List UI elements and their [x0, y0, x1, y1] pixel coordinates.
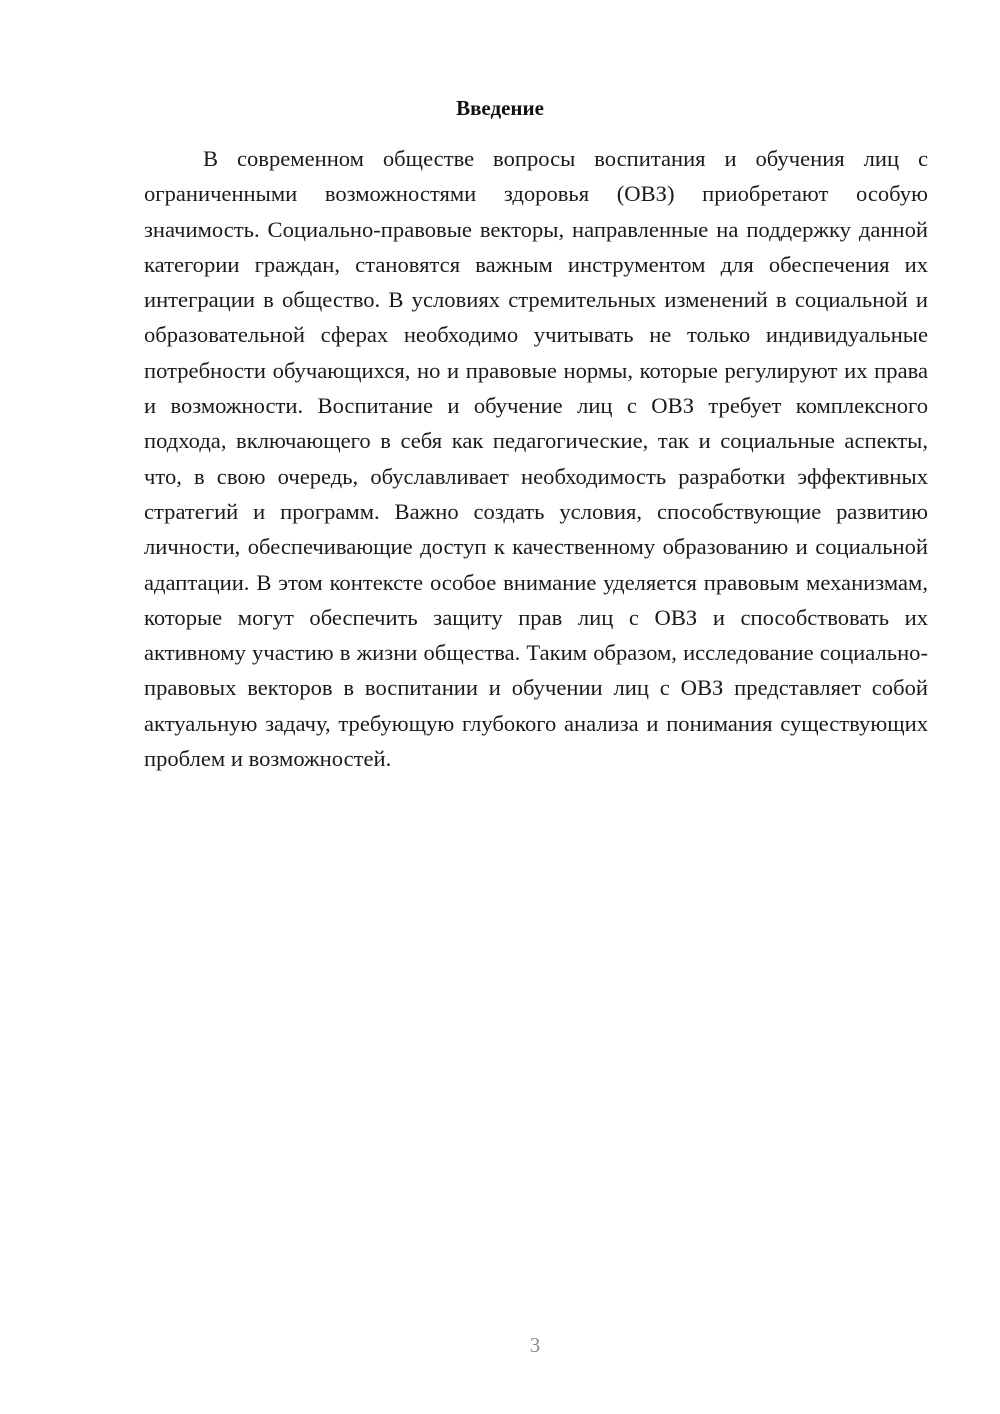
page-number: 3: [529, 1333, 541, 1357]
section-heading: Введение: [456, 96, 544, 120]
body-paragraph: В современном обществе вопросы воспитания и обучения лиц с ограниченными возможностями здоровья (ОВЗ) приобретают особую значимость. Социально-правовые векторы, направленные на поддержку данной категории граждан, становятся важным инструментом для обеспечения их интеграции в общество. В условиях стремительных изменений в социальной и образовательной сферах необходимо учитывать не только индивидуальные потребности обучающихся, но и правовые нормы, которые регулируют их права и возможности. Воспитание и обучение лиц с ОВЗ требует комплексного подхода, включающего в себя как педагогические, так и социальные аспекты, что, в свою очередь, обуславливает необходимость разработки эффективных стратегий и программ. Важно создать условия, способствующие развитию личности, обеспечивающие доступ к качественному образованию и социальной адаптации. В этом контексте особое внимание уделяется правовым механизмам, которые могут обеспечить защиту прав лиц с ОВЗ и способствовать их активному участию в жизни общества. Таким образом, исследование социально-правовых векторов в воспитании и обучении лиц с ОВЗ представляет собой актуальную задачу, требующую глубокого анализа и понимания существующих проблем и возможностей.: [144, 146, 928, 772]
